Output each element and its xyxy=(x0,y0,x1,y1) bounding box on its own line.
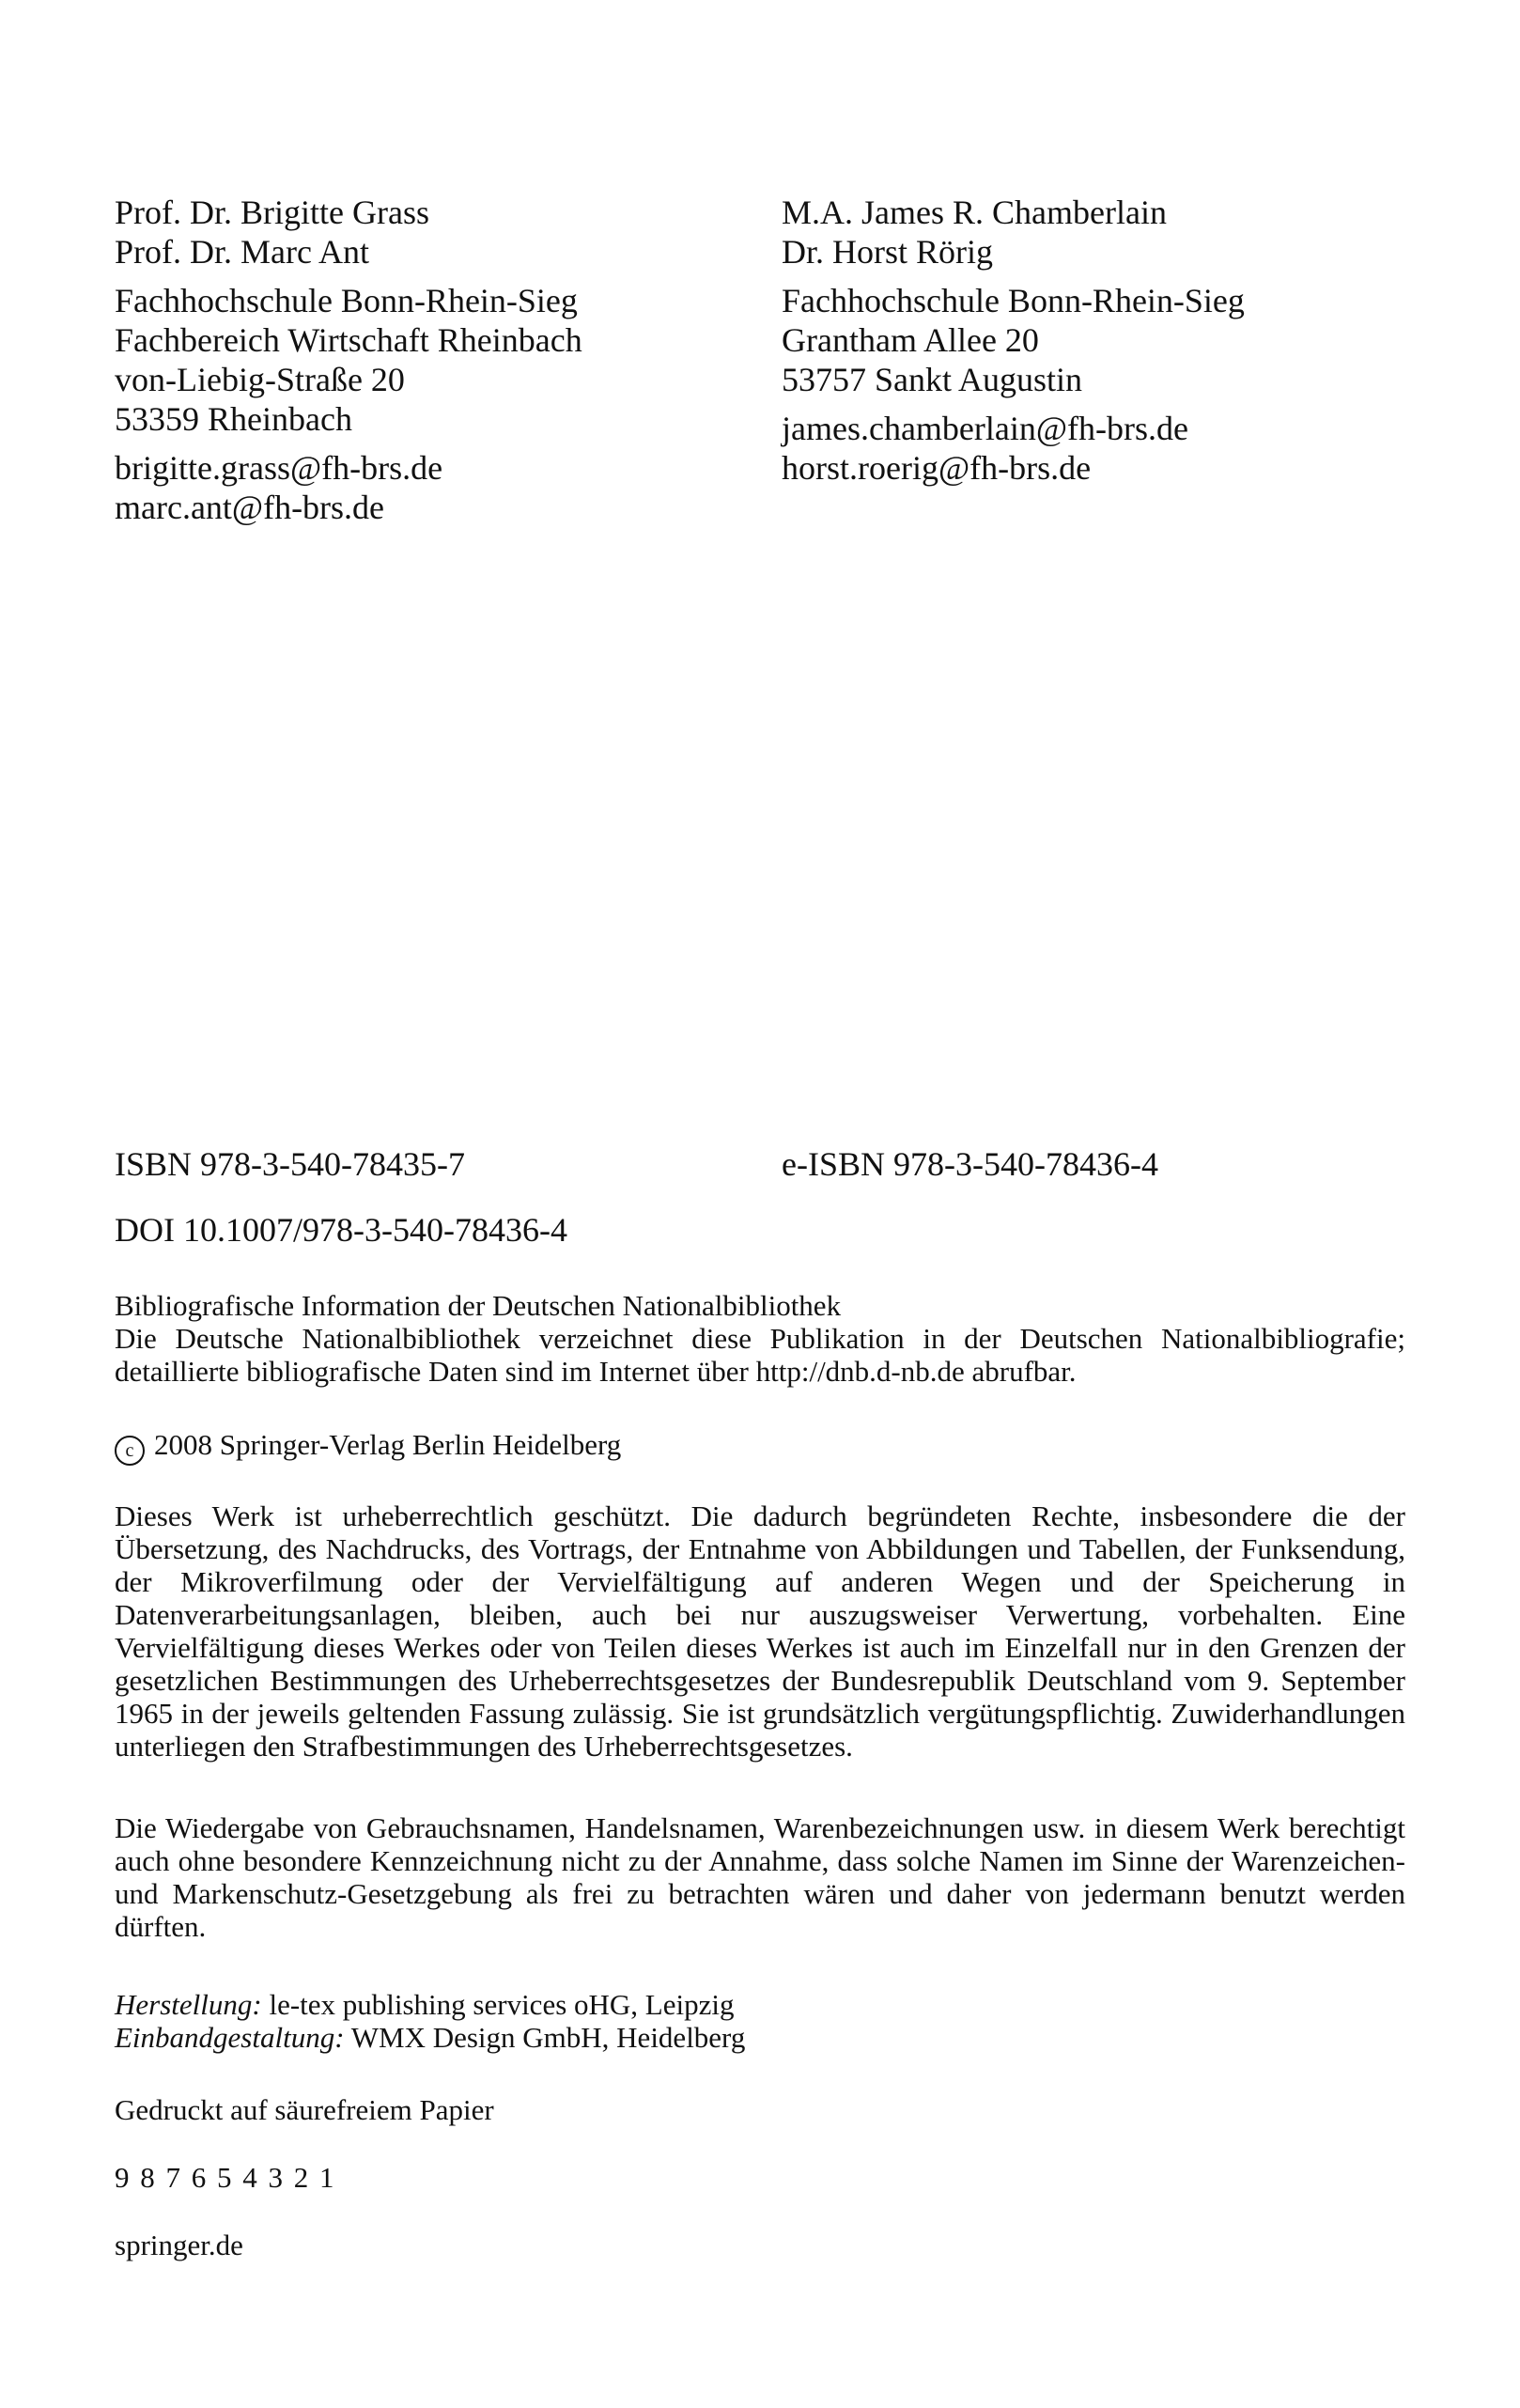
copyright-text: 2008 Springer-Verlag Berlin Heidelberg xyxy=(154,1428,622,1461)
email-address: james.chamberlain@fh-brs.de xyxy=(782,410,1188,447)
trademark-paragraph xyxy=(115,1811,1405,1943)
address-line: Fachhochschule Bonn-Rhein-Sieg xyxy=(782,282,1245,319)
author-name: Prof. Dr. Marc Ant xyxy=(115,233,369,271)
production-credits xyxy=(115,1988,1405,2054)
address-line: Grantham Allee 20 xyxy=(782,321,1039,359)
author-name: Dr. Horst Rörig xyxy=(782,233,993,271)
address-line: Fachbereich Wirtschaft Rheinbach xyxy=(115,321,582,359)
address-line: von-Liebig-Straße 20 xyxy=(115,361,405,398)
email-address: horst.roerig@fh-brs.de xyxy=(782,449,1092,487)
cover-value: WMX Design GmbH, Heidelberg xyxy=(350,2021,746,2054)
copyright-notice xyxy=(115,1428,1405,1466)
cover-credit xyxy=(115,2021,1405,2054)
author-name: M.A. James R. Chamberlain xyxy=(782,194,1167,231)
email-address: brigitte.grass@fh-brs.de xyxy=(115,449,443,487)
print-run: 9 8 7 6 5 4 3 2 1 xyxy=(115,2161,336,2194)
author-column-left xyxy=(115,193,753,527)
e-isbn: e-ISBN 978-3-540-78436-4 xyxy=(782,1145,1158,1183)
author-name: Prof. Dr. Brigitte Grass xyxy=(115,194,429,231)
trademark-text: Die Wiedergabe von Gebrauchsnamen, Handelsnamen, Warenbezeichnungen usw. in diesem Werk berechtigt auch ohne besondere Kennzeichnung nicht zu der Annahme, dass solche Namen im Sinne der Warenzeichen- und Markenschutz-Gesetzgebung als frei zu betrachten wären und daher von jedermann benutzt werden dürften. xyxy=(115,1811,1405,1943)
production-value: le-tex publishing services oHG, Leipzig xyxy=(269,1988,735,2021)
rights-paragraph xyxy=(115,1499,1405,1763)
address-line: Fachhochschule Bonn-Rhein-Sieg xyxy=(115,282,578,319)
address-line: 53757 Sankt Augustin xyxy=(782,361,1083,398)
cover-label: Einbandgestaltung: xyxy=(115,2021,345,2054)
publisher-website: springer.de xyxy=(115,2229,243,2261)
bibliographic-info xyxy=(115,1289,1405,1388)
paper-note: Gedruckt auf säurefreiem Papier xyxy=(115,2093,494,2126)
author-column-right xyxy=(782,193,1420,488)
bibliographic-text: Die Deutsche Nationalbibliothek verzeichnet diese Publikation in der Deutschen Nationalbibliografie; detaillierte bibliografische Daten sind im Internet über http://dnb.d-nb.de abrufbar. xyxy=(115,1322,1405,1388)
copyright-icon: c xyxy=(115,1436,145,1466)
production-label: Herstellung: xyxy=(115,1988,262,2021)
doi: DOI 10.1007/978-3-540-78436-4 xyxy=(115,1211,567,1249)
production-credit xyxy=(115,1988,1405,2021)
isbn: ISBN 978-3-540-78435-7 xyxy=(115,1145,465,1183)
bibliographic-heading: Bibliografische Information der Deutschen Nationalbibliothek xyxy=(115,1289,842,1322)
email-address: marc.ant@fh-brs.de xyxy=(115,489,385,526)
rights-text: Dieses Werk ist urheberrechtlich geschützt. Die dadurch begründeten Rechte, insbesondere die der Übersetzung, des Nachdrucks, des Vortrags, der Entnahme von Abbildungen und Tabellen, der Funksendung, der Mikroverfilmung oder der Vervielfältigung auf anderen Wegen und der Speicherung in Datenverarbeitungsanlagen, bleiben, auch bei nur auszugsweiser Verwertung, vorbehalten. Eine Vervielfältigung dieses Werkes oder von Teilen dieses Werkes ist auch im Einzelfall nur in den Grenzen der gesetzlichen Bestimmungen des Urheberrechtsgesetzes der Bundesrepublik Deutschland vom 9. September 1965 in der jeweils geltenden Fassung zulässig. Sie ist grundsätzlich vergütungspflichtig. Zuwiderhandlungen unterliegen den Strafbestimmungen des Urheberrechtsgesetzes. xyxy=(115,1499,1405,1763)
address-line: 53359 Rheinbach xyxy=(115,400,352,438)
